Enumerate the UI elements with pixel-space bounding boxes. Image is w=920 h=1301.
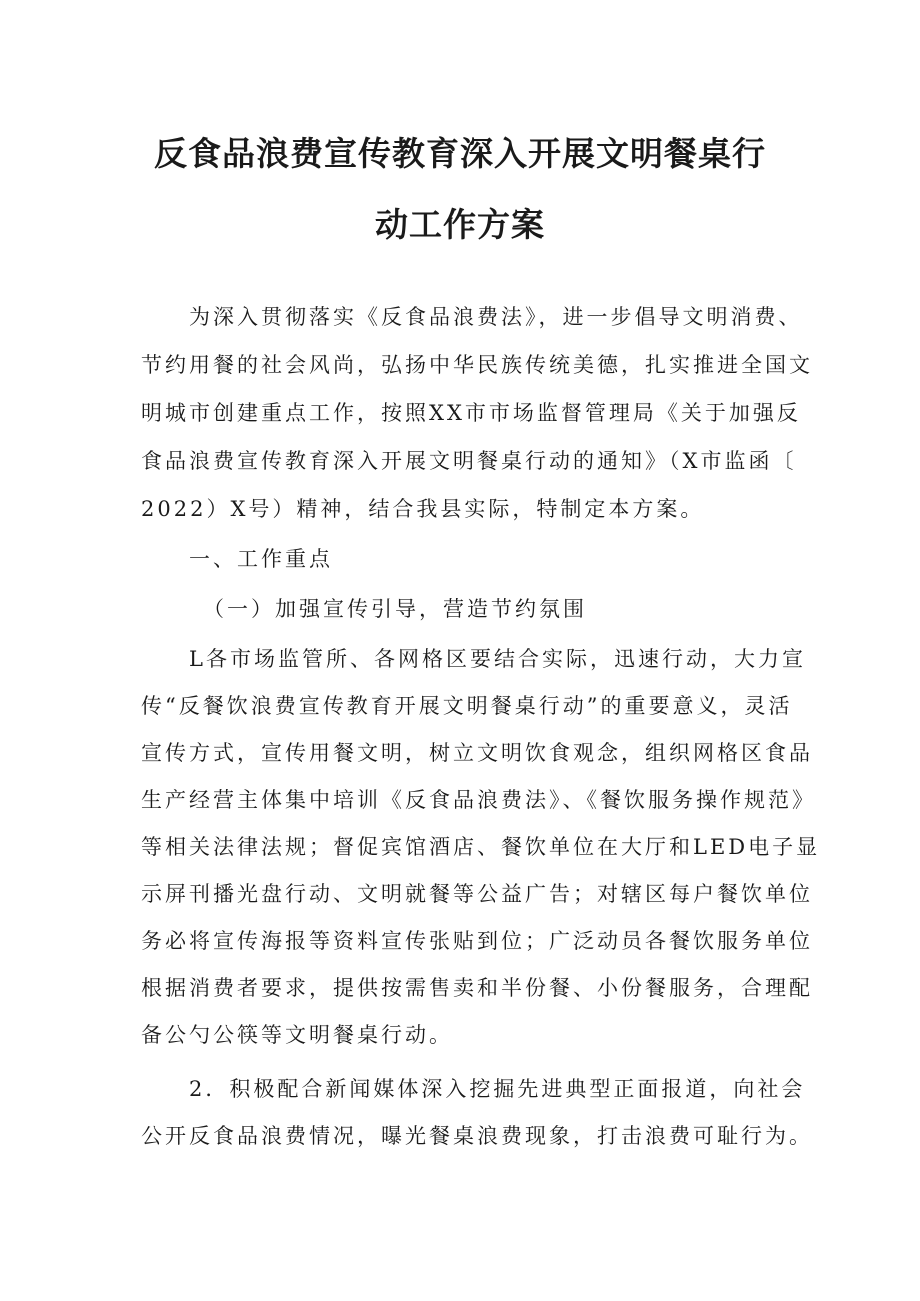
item1-line-1: L各市场监管所、各网格区要结合实际，迅速行动，大力宣 [189, 647, 806, 671]
document-title-line-2: 动工作方案 [375, 205, 545, 244]
intro-line-4: 食品浪费宣传教育深入开展文明餐桌行动的通知》（X市监函〔 [141, 449, 797, 473]
intro-line-2: 节约用餐的社会风尚，弘扬中华民族传统美德，扎实推进全国文 [141, 353, 813, 377]
item2-line-1: 2．积极配合新闻媒体深入挖掘先进典型正面报道，向社会 [189, 1077, 806, 1101]
item1-line-2: 传“反餐饮浪费宣传教育开展文明餐桌行动”的重要意义，灵活 [141, 694, 793, 718]
item1-line-6: 示屏刊播光盘行动、文明就餐等公益广告；对辖区每户餐饮单位 [141, 882, 813, 906]
intro-line-5: 2022）X号）精神，结合我县实际，特制定本方案。 [141, 497, 705, 521]
item1-line-7: 务必将宣传海报等资料宣传张贴到位；广泛动员各餐饮服务单位 [141, 929, 813, 953]
section-heading: 一、工作重点 [189, 547, 333, 571]
item1-line-3: 宣传方式，宣传用餐文明，树立文明饮食观念，组织网格区食品 [141, 741, 813, 765]
item1-line-5: 等相关法律法规；督促宾馆酒店、餐饮单位在大厅和LED电子显 [141, 835, 821, 859]
item2-line-2: 公开反食品浪费情况，曝光餐桌浪费现象，打击浪费可耻行为。 [141, 1124, 813, 1148]
item1-line-9: 备公勺公筷等文明餐桌行动。 [141, 1023, 453, 1047]
item1-line-4: 生产经营主体集中培训《反食品浪费法》、《餐饮服务操作规范》 [141, 788, 816, 812]
intro-line-3: 明城市创建重点工作，按照XX市市场监督管理局《关于加强反 [141, 401, 801, 425]
item1-line-8: 根据消费者要求，提供按需售卖和半份餐、小份餐服务，合理配 [141, 976, 813, 1000]
subsection-heading: （一）加强宣传引导，营造节约氛围 [203, 597, 587, 621]
document-title-line-1: 反食品浪费宣传教育深入开展文明餐桌行 [154, 134, 766, 173]
intro-line-1: 为深入贯彻落实《反食品浪费法》，进一步倡导文明消费、 [189, 305, 803, 329]
